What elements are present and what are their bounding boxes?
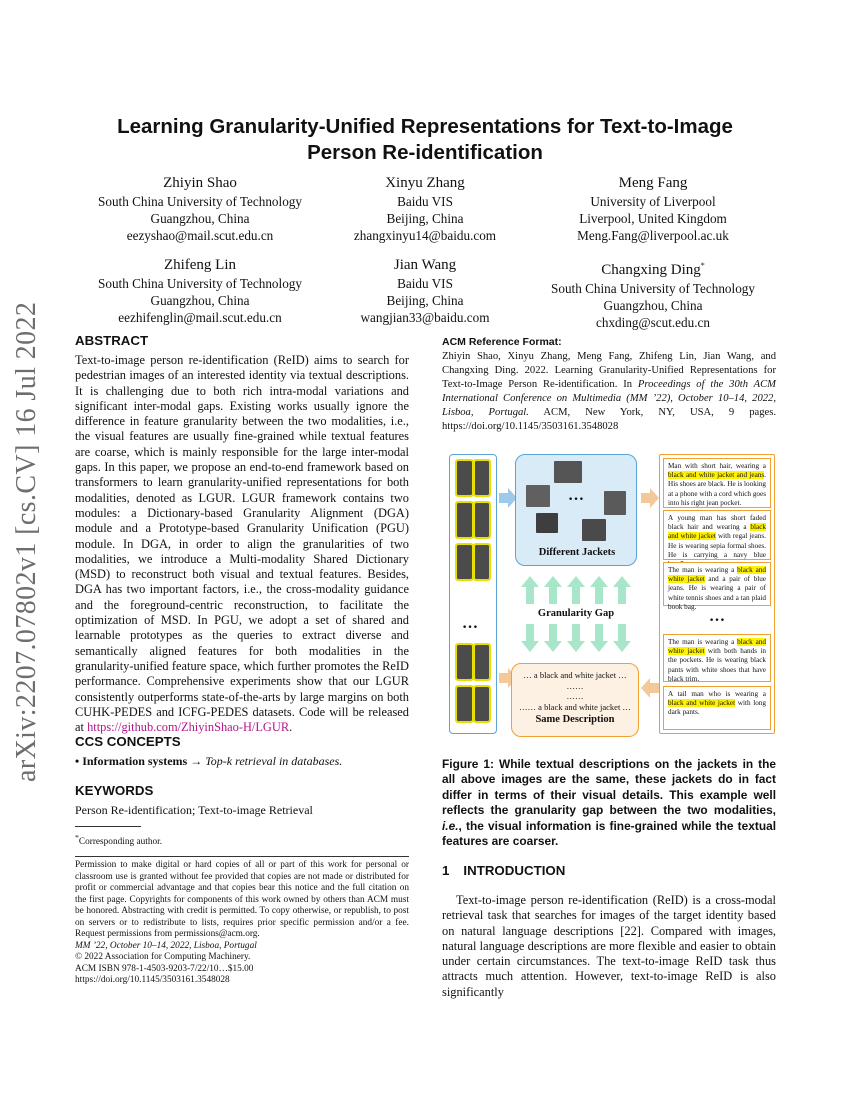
arrow-right-icon [641,488,659,508]
permission-isbn: ACM ISBN 978-1-4503-9203-7/22/10…$15.00 [75,963,254,974]
author-name [528,256,778,280]
description-line: … a black and white jacket … [523,670,627,680]
author-location: Liverpool, United Kingdom [579,211,727,226]
permission-venue: MM ’22, October 10–14, 2022, Lisboa, Portugal [75,940,257,951]
caption-text: with regal jeans. He is wearing sepia formal shoes. He is carrying a navy blue [668,532,766,559]
author-entry [528,256,778,331]
author-email[interactable]: eezyshao@mail.scut.edu.cn [126,228,274,243]
caption-text: A tail man who is wearing a [668,690,766,698]
jacket-crop [604,491,626,515]
caption-text: The man is wearing a [668,566,738,574]
author-affiliation: University of Liverpool [590,194,716,209]
arxiv-identifier: arXiv:2207.07802v1 [cs.CV] 16 Jul 2022 [11,301,42,782]
different-jackets-panel [515,454,637,566]
description-line: …… [566,691,584,701]
figure-1 [443,448,783,748]
ellipsis-photos: … [462,615,478,632]
ccs-category: • Information systems [75,754,188,768]
footnote [75,832,162,849]
person-photo [457,645,472,679]
author-name: Zhiyin Shao [163,175,237,191]
ccs-item [75,754,342,769]
person-photo [457,503,472,537]
author-email[interactable]: wangjian33@baidu.com [360,310,490,325]
author-entry [300,256,550,326]
jacket-crop [526,485,550,507]
ellipsis-captions: … [709,608,725,625]
author-location: Beijing, China [386,211,464,226]
paper-title [80,114,770,166]
author-location: Beijing, China [386,293,464,308]
person-photo [457,545,472,579]
footnote-mark: * [75,833,79,842]
author-name: Xinyu Zhang [385,175,465,191]
arrow-left-icon [641,678,659,698]
jacket-crop [536,513,558,533]
jacket-crop [554,461,582,483]
author-entry [75,256,325,326]
abstract-body: Text-to-image person re-identification (ReID) aims to search for pedestrian images of an interested identity via textual descriptions. It is challenging due to both rich intra-modal variations and significant inter-modal gaps. Existing works usually ignore the difference in feature granularity between the two modalities, i.e., the visual features are usually fine-grained while textual features are coarse, which is mainly responsible for the large inter-modal gaps. In this paper, we propose an end-to-end framework based on transformers to learn granularity-unified representations for both modalities, denoted as LGUR. LGUR framework contains two modules: a Dictionary-based Granularity Alignment (DGA) module and a Prototype-based Granularity Unification (PGU) module. In DGA, in order to align the granularities of two modalities, we introduce a Multi-modality Shared Dictionary (MSD) to reconstruct both visual and textual features. Besides, DGA has two important factors, i.e., the cross-modality guidance and the foreground-centric reconstruction, to facilitate the optimization of MSD. In PGU, we adopt a set of shared and learnable prototypes as the queries to extract diverse and semantically aligned features for both modalities in the granularity-unified feature space, which further promotes the ReID performance. Comprehensive experiments show that our LGUR consistently outperforms state-of-the-arts by large margins on both CUHK-PEDES and ICFG-PEDES datasets. Code will be released at [75,353,409,735]
ellipsis-jackets: … [568,487,584,504]
author-location: Guangzhou, China [150,293,250,308]
person-images-strip [449,454,497,734]
keywords-text: Person Re-identification; Text-to-image Retrieval [75,803,313,817]
author-email[interactable]: Meng.Fang@liverpool.ac.uk [577,228,729,243]
author-affiliation: South China University of Technology [98,276,302,291]
different-jackets-label: Different Jackets [538,547,616,558]
permission-copyright: © 2022 Association for Computing Machinery. [75,952,251,962]
corresponding-mark: * [700,261,705,270]
figure-caption [442,757,776,849]
introduction-heading [442,863,565,878]
caption-text: with both hands in the pockets. He is wearing black pants with white shoes that have black trim. [668,647,766,683]
caption-highlight: black and white jacket [668,523,766,541]
permission-text: Permission to make digital or hard copies of all or part of this work for personal or classroom use is granted without fee provided that copies are not made or distributed for profit or commercial advantage and that copies bear this notice and the full citation on the first page. Copyrights for components of this work owned by others than ACM must be honored. Abstracting with credit is permitted. To copy otherwise, or republish, to post on servers or to redistribute to lists, requires prior specific permission and/or a fee. Request permissions from permissions@acm.org. [75,860,409,939]
author-entry [300,174,550,244]
acm-ref-venue: Proceedings of the 30th ACM International Conference on Multimedia (MM ’22), October 10–14, 2022, Lisboa, Portugal. [442,379,776,418]
person-photo [475,687,489,721]
figure-caption-ie: i.e. [442,818,459,833]
person-photo [475,545,489,579]
author-email[interactable]: zhangxinyu14@baidu.com [353,228,497,243]
caption-box-3 [663,562,771,611]
ccs-concept: Top-k retrieval in databases. [205,754,343,768]
acm-ref-heading: ACM Reference Format: [442,336,562,348]
abstract-end: . [289,720,293,735]
section-number: 1 [442,863,450,878]
figure-caption-part2: , the visual information is fine-grained while the textual features are coarser. [442,818,776,849]
author-location: Guangzhou, China [603,298,703,313]
title-line-1: Learning Granularity-Unified Representations for Text-to-Image [117,115,733,138]
author-name-text: Changxing Ding [601,262,701,278]
caption-text: A young man has short faded black hair and wearing a [668,514,766,532]
title-line-2: Person Re-identification [307,141,543,164]
caption-box-5 [663,686,771,730]
ccs-arrow: → [187,754,206,768]
author-name: Jian Wang [393,257,457,273]
person-photo [475,645,489,679]
caption-text: Man with short hair, wearing a [668,462,766,470]
author-email[interactable]: chxding@scut.edu.cn [596,315,710,330]
ccs-heading: CCS CONCEPTS [75,734,181,749]
acm-ref-part2: ACM, New York, NY, USA, 9 pages. https://doi.org/10.1145/3503161.3548028 [442,407,777,432]
author-affiliation: South China University of Technology [551,281,755,296]
caption-text: and a pair of blue jeans. He is wearing a pair of white tennis shoes and a tan plaid book bag. [668,575,766,611]
author-affiliation: Baidu VIS [397,194,453,209]
figure-caption-part1: Figure 1: While textual descriptions on the jackets in the all above images are the same, these jackets do in fact differ in terms of their visual details. This example well reflects the granularity gap between the two modalities, [442,757,776,818]
author-name: Meng Fang [618,175,688,191]
same-description-label: Same Description [535,714,615,725]
caption-box-1 [663,458,771,508]
acm-ref-part1: Zhiyin Shao, Xinyu Zhang, Meng Fang, Zhifeng Lin, Jian Wang, and Changxing Ding. 2022. Learning Granularity-Unified Representations for Text-to-Image Person Re-identification. In [442,351,776,390]
caption-box-4 [663,634,771,682]
up-arrows-icon [521,576,633,604]
author-entry [75,174,325,244]
person-photo [475,503,489,537]
footnote-rule [75,826,141,827]
acm-ref-text [442,350,776,434]
section-title: INTRODUCTION [463,863,566,878]
caption-text: The man is wearing a [668,638,738,646]
introduction-text: Text-to-image person re-identification (ReID) is a cross-modal retrieval task that searches for images of the target identity based on natural language descriptions [22]. Compared with images, natural language descriptions are more flexible and easier to obtain under certain circumstances. The text-to-image ReID task thus attracts much attention. However, text-to-image ReID is also significantly [442,893,776,999]
author-affiliation: Baidu VIS [397,276,453,291]
same-description-panel [511,663,639,737]
author-name: Zhifeng Lin [163,257,237,273]
description-line: …… a black and white jacket … [519,701,631,712]
author-email[interactable]: eezhifenglin@mail.scut.edu.cn [118,310,282,325]
down-arrows-icon [521,624,633,652]
caption-highlight: black and white jacket [668,566,766,584]
caption-highlight: black and white jacket and jeans [668,471,765,480]
person-photo [457,687,472,721]
description-line: …… [566,680,584,691]
abstract-heading: ABSTRACT [75,333,149,348]
caption-box-2 [663,510,771,560]
caption-text: . His shoes are black. He is looking at a phone with a cord which goes into his right jean pocket. [668,471,767,507]
person-photo [457,461,472,495]
author-location: Guangzhou, China [150,211,250,226]
permission-rule [75,856,409,857]
jacket-crop [582,519,606,541]
code-link[interactable]: https://github.com/ZhiyinShao-H/LGUR [87,720,290,735]
permission-block [75,860,409,987]
caption-text: with long dark pants. [668,699,766,717]
granularity-gap-label: Granularity Gap [537,608,615,619]
footnote-text: Corresponding author. [78,837,163,848]
author-affiliation: South China University of Technology [98,194,302,209]
keywords-heading: KEYWORDS [75,783,154,798]
author-entry [528,174,778,244]
caption-highlight: black and white jacket [668,699,736,708]
granularity-gap-arrows [515,576,637,656]
caption-highlight: black and white jacket [668,638,766,656]
abstract-text [75,353,409,735]
person-photo [475,461,489,495]
permission-doi: https://doi.org/10.1145/3503161.3548028 [75,975,230,985]
